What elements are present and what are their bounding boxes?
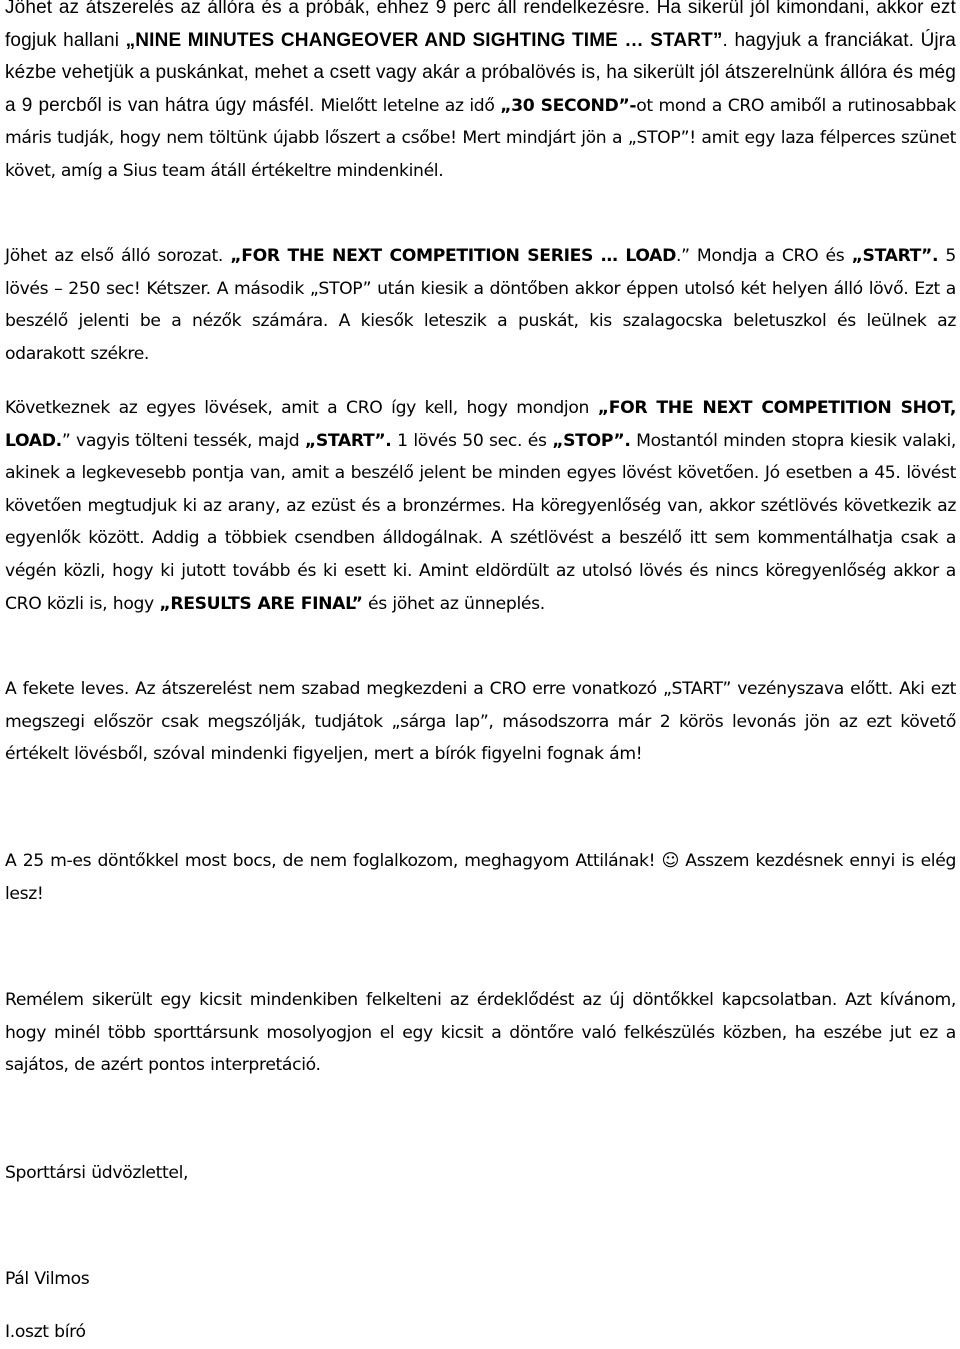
text-span: 1 lövés 50 sec. és	[391, 430, 553, 451]
paragraph-single-shots	[5, 392, 956, 620]
signature-title: I.oszt bíró	[5, 1322, 86, 1342]
text-span: Jöhet az első álló sorozat.	[5, 246, 231, 266]
text-span: ot mond a CRO amiből a rutinosabbak máris tudják, hogy nem töltünk újabb lőszert a csőbe! Mert mindjárt jön a „STOP”! amit egy laza félperces szünet követ, amíg a Sius team átáll értékeltre mindenkinél.	[5, 95, 957, 181]
signature-name: Pál Vilmos	[5, 1269, 90, 1289]
paragraph-first-standing-series	[5, 240, 956, 370]
paragraph-25m-finals: A 25 m-es döntőkkel most bocs, de nem foglalkozom, meghagyom Attilának! ☺ Asszem kezdésnek ennyi is elég lesz!	[5, 851, 956, 904]
text-span: Következnek az egyes lövések, amit a CRO így kell, hogy mondjon	[5, 398, 598, 418]
greeting: Sporttársi üdvözlettel,	[5, 1163, 189, 1183]
paragraph-changeover	[5, 0, 956, 188]
text-span: Mielőtt letelne az idő	[320, 95, 501, 116]
command-next-series-load: „FOR THE NEXT COMPETITION SERIES … LOAD	[230, 246, 677, 266]
command-nine-minutes: „NINE MINUTES CHANGEOVER AND SIGHTING TIME … START”	[125, 29, 723, 51]
text-span: .” Mondja a CRO és	[676, 246, 852, 266]
text-span: . hagyjuk a franciákat. Újra kézbe vehetjük a puskánkat, mehet a csett vagy akár a próbalövés is, ha sikerült jól átszerelnünk állóra és még a 9 percből is van hátra úgy másfél.	[5, 29, 957, 116]
paragraph-penalties: A fekete leves. Az átszerelést nem szabad megkezdeni a CRO erre vonatkozó „START” vezényszava előtt. Aki ezt megszegi először csak megszólják, tudjátok „sárga lap”, másodszorra már 2 körös levonás jön az ezt követő értékelt lövésből, szóval mindenki figyeljen, mert a bírók figyelni fognak ám!	[5, 679, 956, 765]
text-span: Mostantól minden stopra kiesik valaki, akinek a legkevesebb pontja van, amit a beszélő jelent be minden egyes lövést követően. Jó esetben a 45. lövést követően megtudjuk ki az arany, az ezüst és a bronzérmes. Ha köregyenlőség van, akkor szétlövés következik az egyenlők között. Addig a többiek csendben álldogálnak. A szétlövést a beszélő itt sem kommentálhatja csak a végén közli, hogy ki jutott tovább és ki esett ki. Amint eldördült az utolsó lövés és nincs köregyenlőség akkor a CRO közli is, hogy	[5, 430, 957, 614]
command-start: „START”.	[851, 246, 939, 266]
text-span: ” vagyis tölteni tessék, majd	[61, 430, 305, 451]
command-30-second: „30 SECOND”-	[500, 95, 637, 116]
command-start: „START”.	[304, 430, 392, 451]
text-span: és jöhet az ünneplés.	[362, 593, 545, 614]
command-results-final: „RESULTS ARE FINAL”	[159, 593, 363, 614]
text-span: Jöhet az átszerelés az állóra és a próbák, ehhez 9 perc áll rendelkezésre. Ha sikerül jól kimondani, akkor ezt fogjuk hallani	[5, 0, 956, 51]
command-next-shot-load: „FOR THE NEXT COMPETITION SHOT, LOAD.	[5, 398, 957, 451]
paragraph-closing: Remélem sikerült egy kicsit mindenkiben felkelteni az érdeklődést az új döntőkkel kapcsolatban. Azt kívánom, hogy minél több sporttársunk mosolyogjon el egy kicsit a döntőre való felkészülés közben, ha eszébe jut ez a sajátos, de azért pontos interpretáció.	[5, 990, 956, 1076]
text-span: 5 lövés – 250 sec! Kétszer. A második „STOP” után kiesik a döntőben akkor éppen utolsó két helyen álló lövő. Ezt a beszélő jelenti be a nézők számára. A kiesők leteszik a puskát, kis szalagocska beletuszkol és leülnek az odarakott székre.	[5, 246, 956, 364]
command-stop: „STOP”.	[552, 430, 631, 451]
